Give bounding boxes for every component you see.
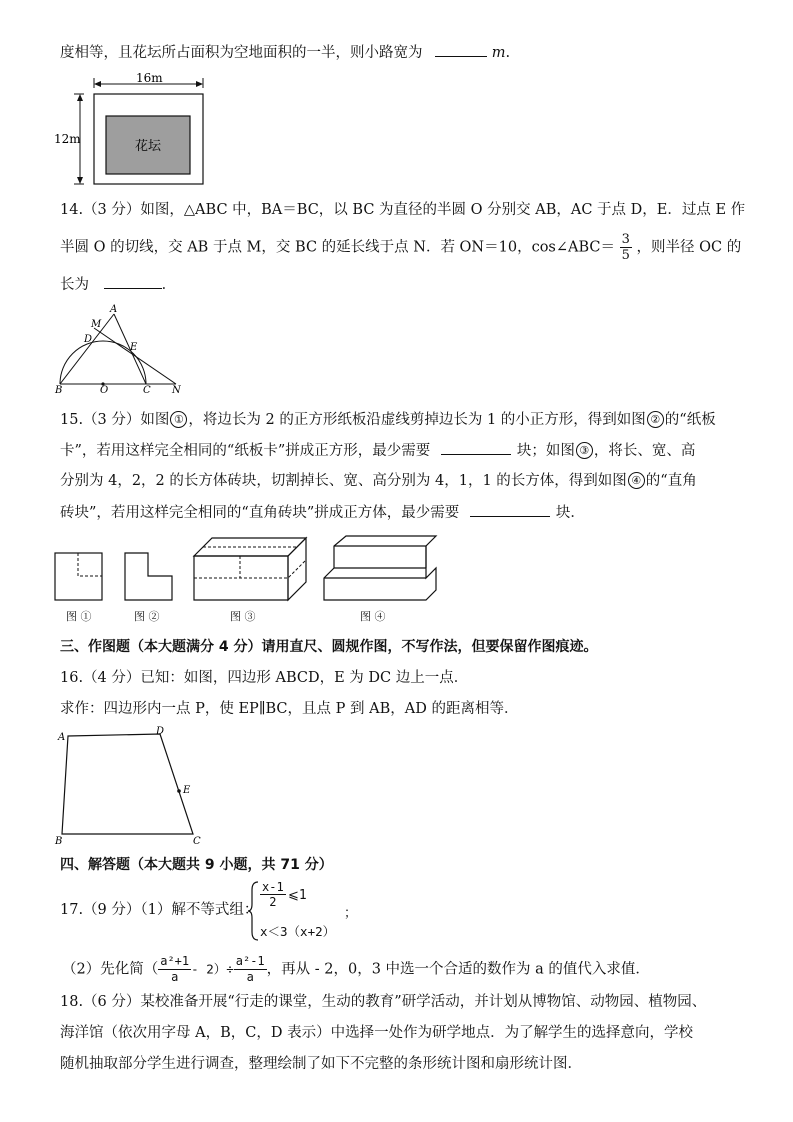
inequality-relation: ⩽1 (288, 888, 307, 903)
circled-number: ① (170, 411, 187, 428)
flowerbed-label: 花坛 (135, 139, 162, 154)
fraction-numerator: x-1 (262, 880, 284, 894)
q14-line3-text: 长为 (60, 277, 89, 293)
q15-figure-3 (192, 536, 308, 602)
figure-caption: 图 ③ (230, 610, 256, 623)
inequality-row-2: x＜3（x+2） (260, 924, 336, 939)
q15-text: 块． (555, 505, 585, 521)
fraction-1 (158, 954, 191, 985)
q15-figure-4 (322, 534, 440, 602)
q14-line2-text: 半圆 O 的切线，交 AB 于点 M，交 BC 的延长线于点 N．若 ON＝10，cos∠ABC＝ (60, 239, 616, 256)
q17-text: - 2）÷ (191, 961, 234, 977)
point-a-label: A (58, 732, 66, 743)
q15-text: 卡”，若用这样完全相同的“纸板卡”拼成正方形，最少需要 (60, 443, 431, 459)
q14-line1: 14.（3 分）如图，△ABC 中，BA＝BC，以 BC 为直径的半圆 O 分别交 AB，AC 于点 D，E．过点 E 作 (60, 202, 746, 218)
quadrilateral-abcd (62, 734, 193, 834)
q17-line2 (62, 954, 650, 985)
figure-caption: 图 ① (66, 610, 92, 623)
answer-blank (435, 42, 487, 57)
unit-label: m (491, 45, 506, 61)
arrow-up-icon (77, 94, 83, 101)
point-b-label: B (55, 385, 63, 394)
arrow-right-icon (196, 81, 203, 87)
q15-text: 块；如图 (516, 443, 575, 459)
q15-text: 的“直角 (645, 473, 697, 489)
figure-caption: 图 ② (134, 610, 160, 623)
q13-line (60, 42, 510, 63)
q17-text: （2）先化简（ (62, 961, 159, 978)
figure-caption: 图 ④ (360, 610, 386, 623)
fraction-denominator: a (246, 970, 254, 984)
q14-line2-tail: ，则半径 OC 的 (636, 239, 742, 256)
fraction-denominator: a (171, 970, 179, 984)
q17-line1: 17.（9 分）（1）解不等式组： (60, 902, 259, 918)
q15-figure-1 (54, 552, 104, 602)
point-e (177, 789, 181, 793)
period: . (505, 45, 511, 61)
fraction-2 (234, 954, 267, 985)
inequality-system (248, 880, 358, 942)
q13-figure (50, 72, 210, 190)
fraction-numerator: a²-1 (235, 954, 265, 968)
point-b-label: B (55, 836, 63, 847)
point-n-label: N (172, 385, 181, 394)
circled-number: ③ (576, 442, 593, 459)
q14-figure (50, 302, 190, 394)
point-c-label: C (143, 385, 151, 394)
q15-line1 (60, 410, 716, 430)
point-o-label: O (100, 385, 109, 394)
fraction-denominator: 2 (269, 895, 277, 909)
segment-ba (60, 314, 114, 384)
l-shaped-board (125, 553, 172, 600)
period: ． (161, 277, 177, 293)
q15-text: 分别为 4，2，2 的长方体砖块，切割掉长、宽、高分别为 4，1，1 的长方体，得到如图 (60, 473, 627, 489)
q18-line1: 18.（6 分）某校准备开展“行走的课堂，生动的教育”研学活动，并计划从博物馆、动物园、植物园、 (60, 994, 707, 1010)
q15-figure-2 (124, 552, 174, 602)
point-a-label: A (110, 304, 118, 315)
arrow-left-icon (94, 81, 101, 87)
answer-blank (104, 274, 162, 289)
q15-text: 的“纸板 (664, 412, 716, 428)
q17-text: ，再从 - 2，0，3 中选一个合适的数作为 a 的值代入求值． (266, 961, 650, 978)
tangent-mn (94, 328, 176, 384)
q16-line2: 求作：四边形内一点 P，使 EP∥BC，且点 P 到 AB，AD 的距离相等． (60, 701, 519, 717)
q15-text: 15.（3 分）如图 (60, 412, 170, 428)
cos-fraction (620, 232, 632, 263)
q15-text: ，将长、宽、高 (593, 443, 696, 459)
cut-line (78, 553, 102, 576)
q15-line2 (60, 440, 695, 461)
section-heading: 四、解答题（本大题共 9 小题，共 71 分） (60, 857, 333, 873)
width-label: 16m (136, 72, 163, 85)
point-c-label: C (193, 836, 201, 847)
cut-line (194, 560, 306, 578)
q14-line2 (60, 232, 741, 263)
punctuation: ； (344, 906, 358, 921)
point-e-label: E (130, 342, 138, 353)
point-d-label: D (156, 726, 165, 737)
fraction-denominator: 5 (621, 248, 630, 263)
point-e-label: E (183, 785, 191, 796)
section-heading: 三、作图题（本大题满分 4 分）请用直尺、圆规作图，不写作法，但要保留作图痕迹。 (60, 639, 598, 655)
q14-line3 (60, 274, 176, 295)
q15-text: 砖块”，若用这样完全相同的“直角砖块”拼成正方体，最少需要 (60, 505, 460, 521)
q16-line1: 16.（4 分）已知：如图，四边形 ABCD，E 为 DC 边上一点． (60, 670, 469, 686)
circled-number: ④ (628, 472, 645, 489)
left-brace-icon (248, 880, 260, 942)
q15-line3 (60, 471, 697, 491)
q15-line4 (60, 502, 585, 523)
point-m-label: M (91, 319, 102, 330)
answer-blank (470, 502, 550, 517)
arrow-down-icon (77, 177, 83, 184)
q15-text: ，将边长为 2 的正方形纸板沿虚线剪掉边长为 1 的小正方形，得到如图 (188, 412, 646, 428)
answer-blank (441, 440, 511, 455)
q18-line3: 随机抽取部分学生进行调查，整理绘制了如下不完整的条形统计图和扇形统计图． (60, 1056, 582, 1072)
fraction-numerator: a²+1 (160, 954, 190, 968)
point-d-label: D (84, 334, 93, 345)
q13-text: 度相等，且花坛所占面积为空地面积的一半，则小路宽为 (60, 45, 423, 61)
q18-line2: 海洋馆（依次用字母 A，B，C，D 表示）中选择一处作为研学地点．为了解学生的选择意向，学校 (60, 1025, 694, 1041)
inequality-fraction (260, 880, 286, 909)
fraction-numerator: 3 (621, 232, 630, 247)
q16-figure (52, 726, 212, 848)
circled-number: ② (647, 411, 664, 428)
height-label: 12m (54, 132, 81, 146)
